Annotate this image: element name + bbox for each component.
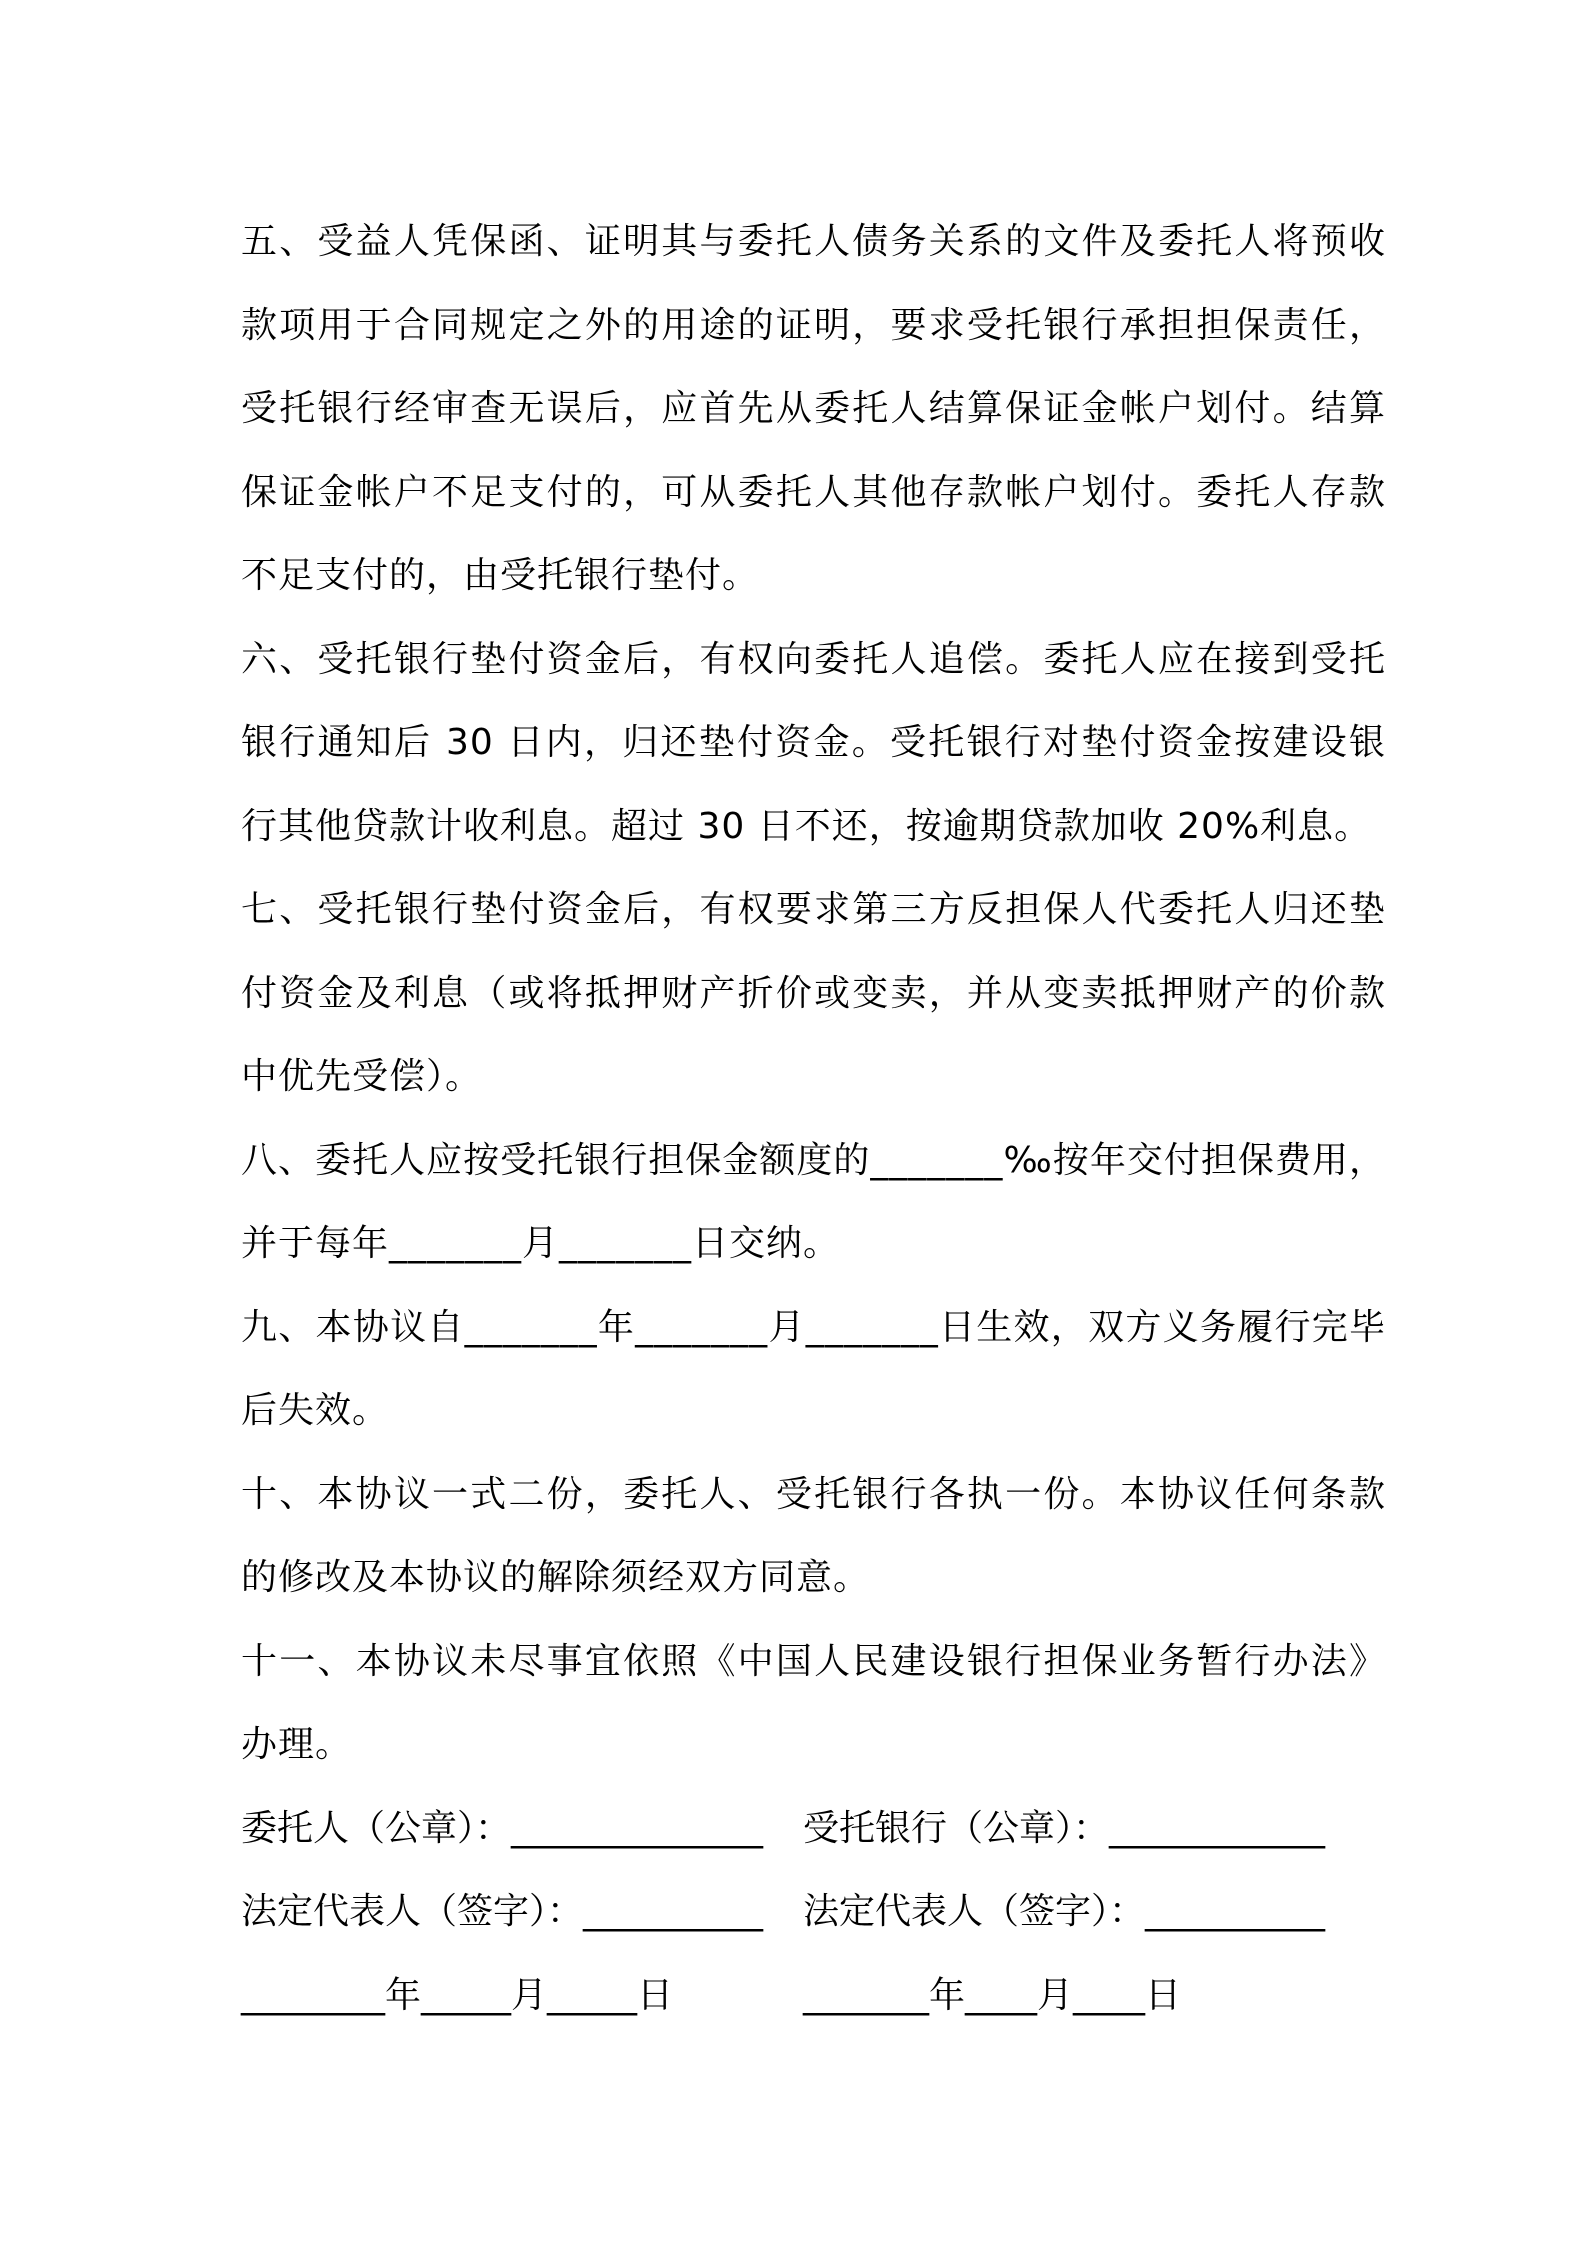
principal-representative-line: 法定代表人（签字）：__________: [241, 1891, 764, 1932]
bank-date-line: _______年____月____日: [803, 1974, 1181, 2016]
bank-representative-line: 法定代表人（签字）：__________: [803, 1891, 1326, 1932]
clause-7: 七、受托银行垫付资金后，有权要求第三方反担保人代委托人归还垫付资金及利息（或将抵押财产折价或变卖，并从变卖抵押财产的价款中优先受偿）。: [241, 889, 1386, 1097]
clause-8: 八、委托人应按受托银行担保金额度的_______‰按年交付担保费用，并于每年_______月_______日交纳。: [241, 1139, 1386, 1264]
clause-5: 五、受益人凭保函、证明其与委托人债务关系的文件及委托人将预收款项用于合同规定之外的用途的证明，要求受托银行承担担保责任，受托银行经审查无误后，应首先从委托人结算保证金帐户划付。结算保证金帐户不足支付的，可从委托人其他存款帐户划付。委托人存款不足支付的，由受托银行垫付。: [241, 221, 1386, 596]
bank-seal-line: 受托银行（公章）：____________: [803, 1807, 1326, 1849]
document-body: [241, 200, 1386, 2037]
seal-row: [241, 1787, 1386, 1871]
representative-row: [241, 1870, 1386, 1954]
clause-9: 九、本协议自_______年_______月_______日生效，双方义务履行完毕后失效。: [241, 1306, 1386, 1431]
signature-block: [241, 1787, 1386, 2038]
clause-6: 六、受托银行垫付资金后，有权向委托人追偿。委托人应在接到受托银行通知后 30 日内，归还垫付资金。受托银行对垫付资金按建设银行其他贷款计收利息。超过 30 日不还，按逾期贷款加收 20%利息。: [241, 638, 1386, 847]
clause-11: 十一、本协议未尽事宜依照《中国人民建设银行担保业务暂行办法》办理。: [241, 1640, 1386, 1765]
principal-seal-line: 委托人（公章）：______________: [241, 1807, 764, 1849]
principal-date-line: ________年_____月_____日: [241, 1974, 673, 2016]
clause-10: 十、本协议一式二份，委托人、受托银行各执一份。本协议任何条款的修改及本协议的解除须经双方同意。: [241, 1473, 1386, 1598]
date-row: [241, 1954, 1386, 2038]
